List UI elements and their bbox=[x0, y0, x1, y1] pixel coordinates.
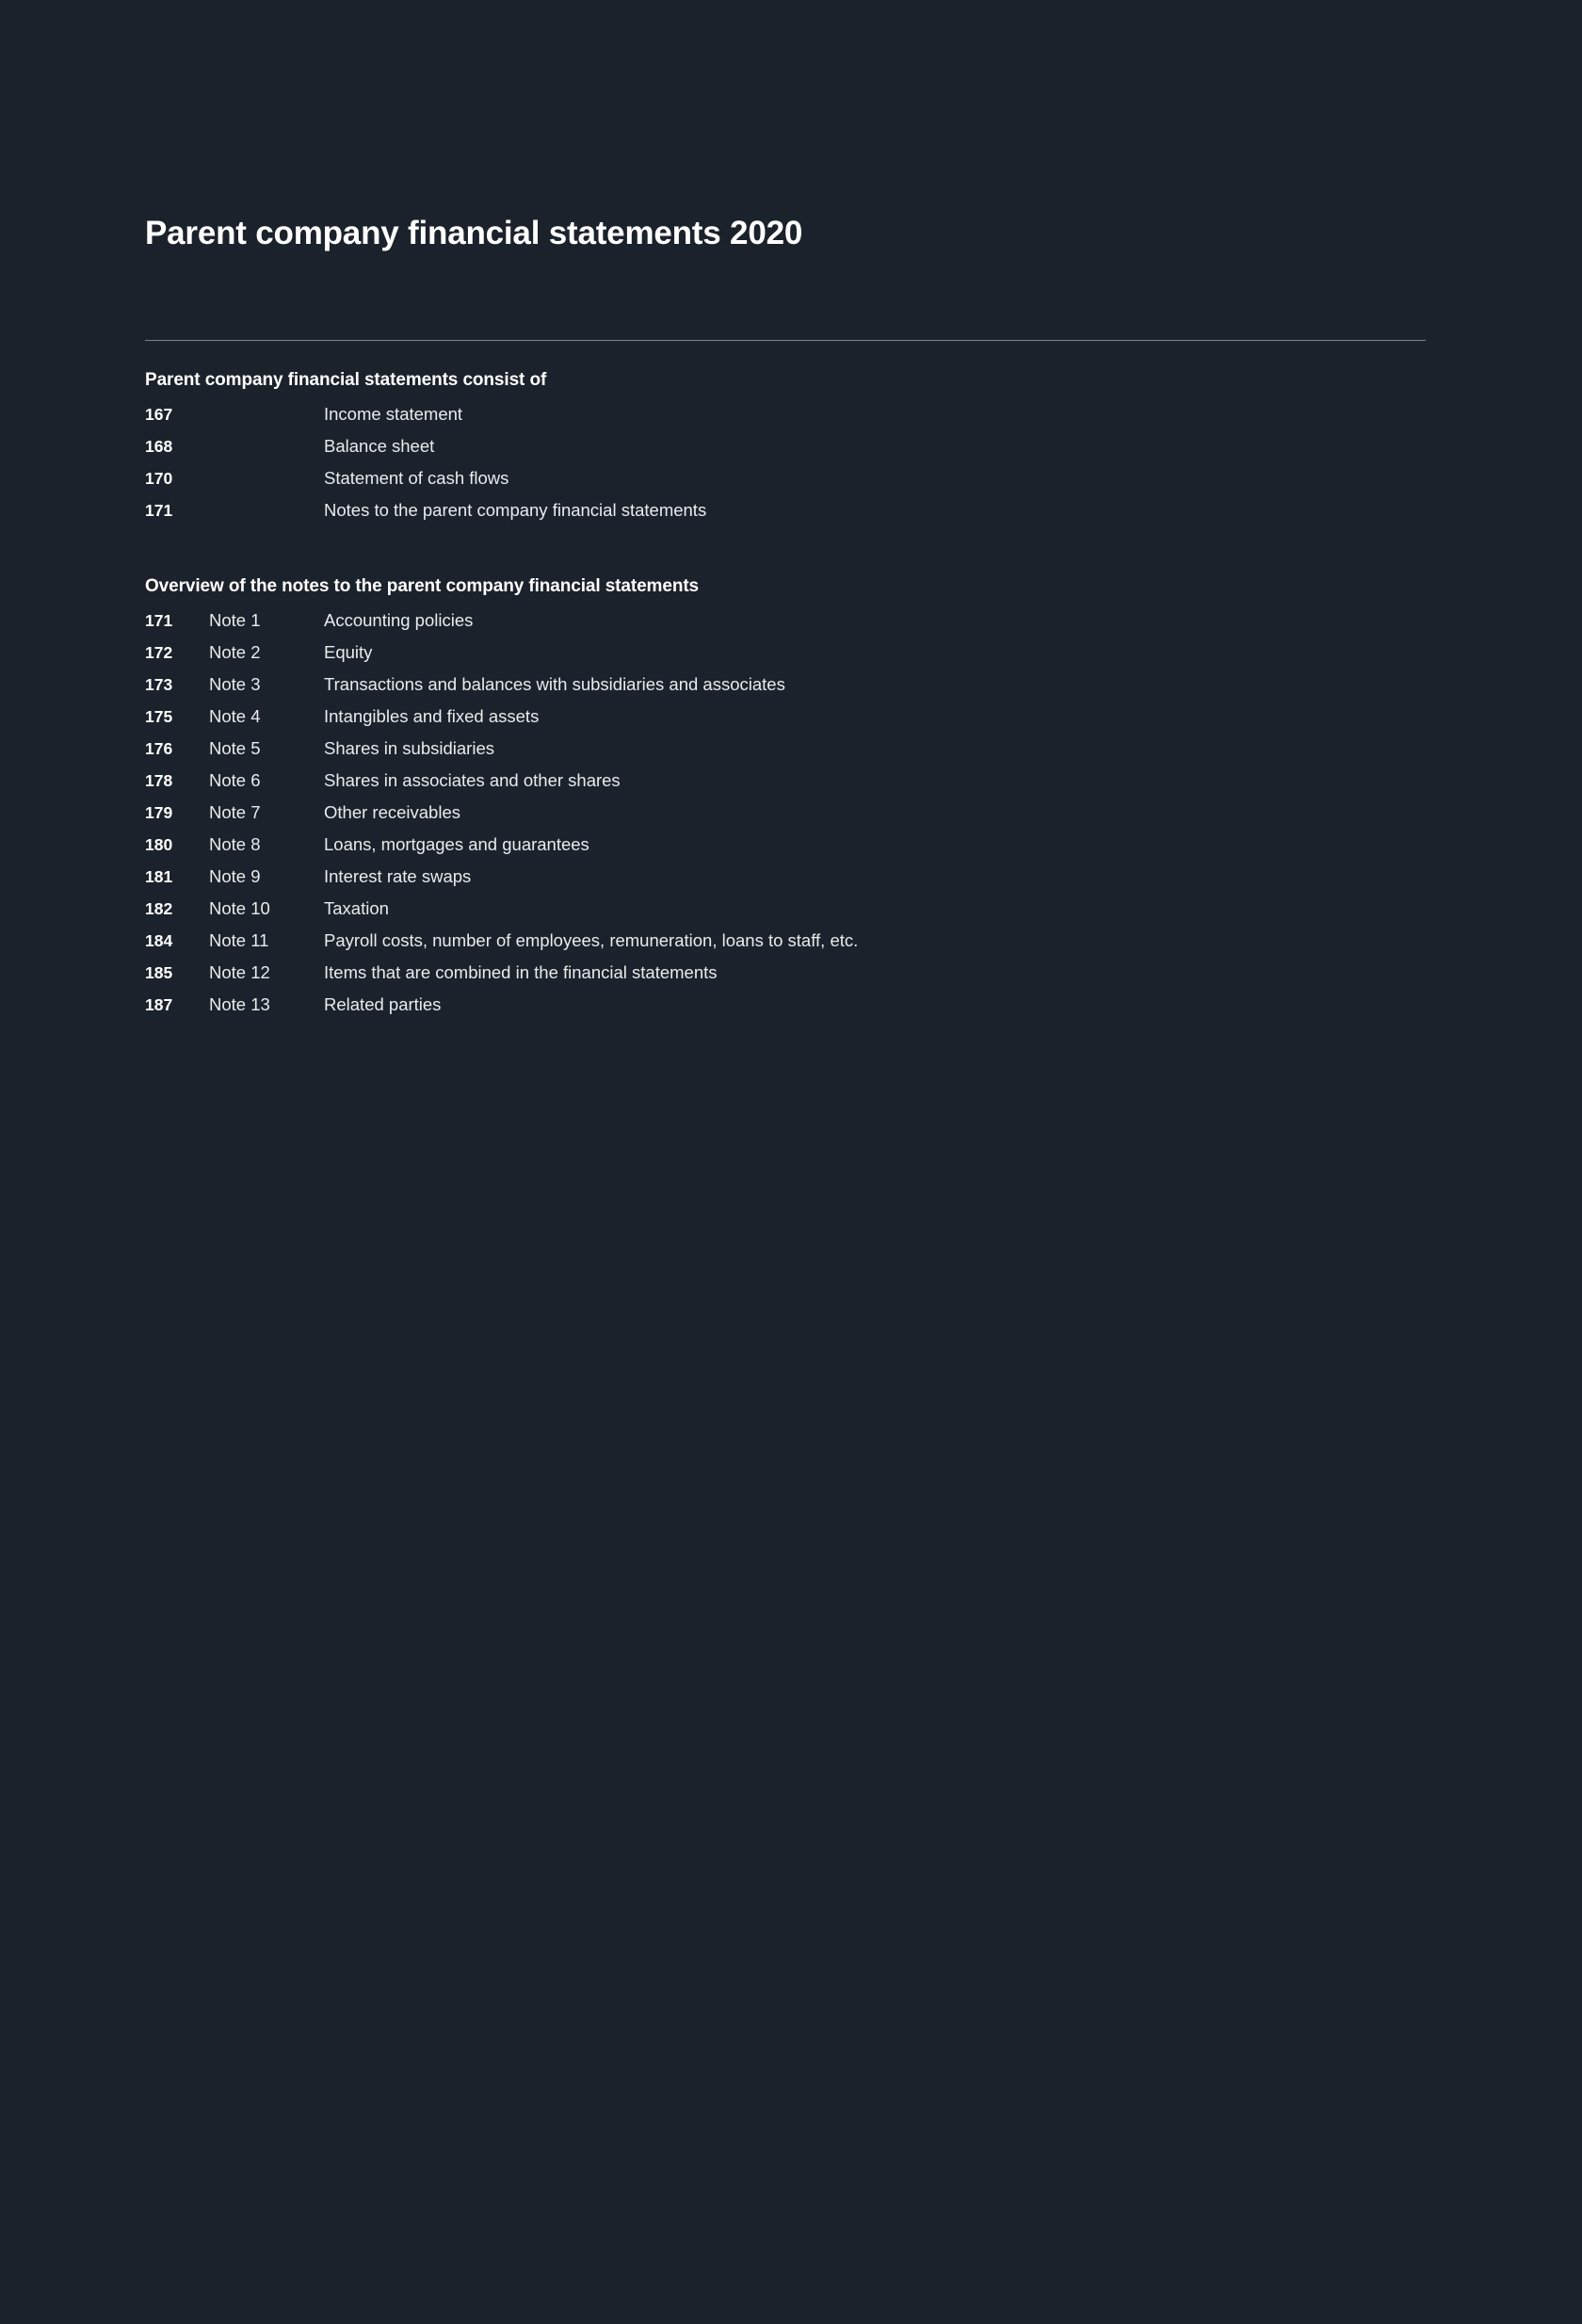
list-item[interactable] bbox=[145, 494, 1426, 526]
page-number: 185 bbox=[145, 963, 173, 982]
toc-list-overview bbox=[145, 605, 1426, 1021]
list-item[interactable] bbox=[145, 430, 1426, 462]
page-number: 167 bbox=[145, 405, 173, 424]
entry-label: Notes to the parent company financial statements bbox=[324, 500, 707, 520]
entry-label: Payroll costs, number of employees, remuneration, loans to staff, etc. bbox=[324, 930, 859, 950]
list-item[interactable] bbox=[145, 733, 1426, 765]
page-number: 187 bbox=[145, 995, 173, 1014]
entry-label: Interest rate swaps bbox=[324, 866, 472, 886]
list-item[interactable] bbox=[145, 989, 1426, 1021]
entry-label: Transactions and balances with subsidiaries and associates bbox=[324, 674, 785, 694]
section-heading-overview: Overview of the notes to the parent company financial statements bbox=[145, 576, 700, 596]
page-number: 171 bbox=[145, 611, 173, 630]
page-number: 172 bbox=[145, 643, 173, 662]
entry-label: Balance sheet bbox=[324, 436, 435, 456]
entry-label: Taxation bbox=[324, 898, 389, 918]
note-number: Note 8 bbox=[209, 834, 261, 854]
entry-label: Equity bbox=[324, 642, 373, 662]
page-number: 182 bbox=[145, 899, 173, 918]
list-item[interactable] bbox=[145, 957, 1426, 989]
page-number: 180 bbox=[145, 835, 173, 854]
page-number: 178 bbox=[145, 771, 173, 790]
toc-list-consist-of bbox=[145, 398, 1426, 526]
note-number: Note 10 bbox=[209, 898, 270, 918]
page-content bbox=[145, 0, 1426, 1021]
list-item[interactable] bbox=[145, 925, 1426, 957]
list-item[interactable] bbox=[145, 829, 1426, 861]
entry-label: Statement of cash flows bbox=[324, 468, 509, 488]
page-title: Parent company financial statements 2020 bbox=[145, 215, 803, 251]
page-number: 175 bbox=[145, 707, 173, 726]
page-number: 176 bbox=[145, 739, 173, 758]
list-item[interactable] bbox=[145, 462, 1426, 494]
list-item[interactable] bbox=[145, 701, 1426, 733]
entry-label: Shares in associates and other shares bbox=[324, 770, 621, 790]
entry-label: Other receivables bbox=[324, 802, 460, 822]
list-item[interactable] bbox=[145, 797, 1426, 829]
note-number: Note 5 bbox=[209, 738, 261, 758]
page-number: 170 bbox=[145, 469, 173, 488]
note-number: Note 7 bbox=[209, 802, 261, 822]
note-number: Note 9 bbox=[209, 866, 261, 886]
list-item[interactable] bbox=[145, 669, 1426, 701]
list-item[interactable] bbox=[145, 637, 1426, 669]
entry-label: Loans, mortgages and guarantees bbox=[324, 834, 589, 854]
list-item[interactable] bbox=[145, 765, 1426, 797]
list-item[interactable] bbox=[145, 893, 1426, 925]
section-heading-consist-of: Parent company financial statements consist of bbox=[145, 370, 547, 390]
entry-label: Items that are combined in the financial statements bbox=[324, 962, 718, 982]
page-number: 184 bbox=[145, 931, 173, 950]
note-number: Note 12 bbox=[209, 962, 270, 982]
list-item[interactable] bbox=[145, 605, 1426, 637]
list-item[interactable] bbox=[145, 398, 1426, 430]
entry-label: Accounting policies bbox=[324, 610, 474, 630]
page-number: 173 bbox=[145, 675, 173, 694]
page-number: 171 bbox=[145, 501, 173, 520]
note-number: Note 4 bbox=[209, 706, 261, 726]
note-number: Note 3 bbox=[209, 674, 261, 694]
list-item[interactable] bbox=[145, 861, 1426, 893]
entry-label: Shares in subsidiaries bbox=[324, 738, 494, 758]
note-number: Note 6 bbox=[209, 770, 261, 790]
entry-label: Intangibles and fixed assets bbox=[324, 706, 540, 726]
page-number: 179 bbox=[145, 803, 173, 822]
note-number: Note 11 bbox=[209, 930, 269, 950]
note-number: Note 2 bbox=[209, 642, 261, 662]
entry-label: Income statement bbox=[324, 404, 463, 424]
horizontal-divider bbox=[145, 340, 1426, 341]
section-spacer bbox=[145, 526, 1426, 547]
note-number: Note 1 bbox=[209, 610, 261, 630]
page-number: 168 bbox=[145, 437, 173, 456]
entry-label: Related parties bbox=[324, 994, 442, 1014]
page-number: 181 bbox=[145, 867, 173, 886]
note-number: Note 13 bbox=[209, 994, 270, 1014]
